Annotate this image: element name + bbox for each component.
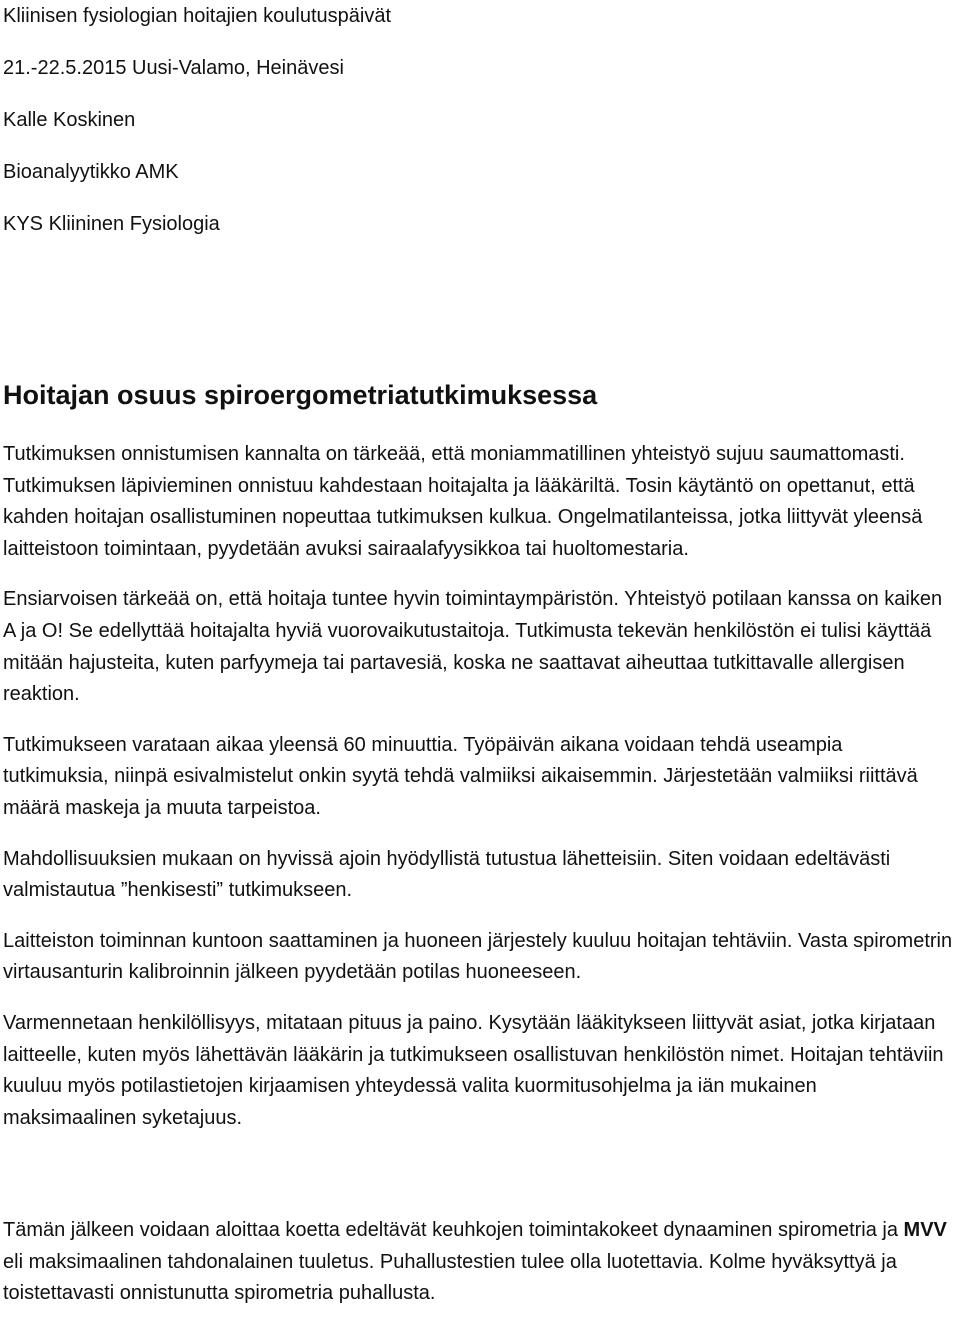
paragraph-patient-info: Varmennetaan henkilöllisyys, mitataan pituus ja paino. Kysytään lääkitykseen liittyvät asiat, jotka kirjataan laitteelle, kuten myös lähettävän lääkärin ja tutkimukseen osallistuvan henkilöstön nimet. Hoitajan tehtäviin kuuluu myös potilastietojen kirjaamisen yhteydessä valita kuormitusohjelma ja iän mukainen maksimaalinen syketajuus. [3,1011,944,1129]
document-page [3,0,953,1305]
document-title: Hoitajan osuus spiroergometriatutkimuksessa [3,380,598,410]
paragraph-collaboration: Tutkimuksen onnistumisen kannalta on tärkeää, että moniammatillinen yhteistyö sujuu saumattomasti. Tutkimuksen läpivieminen onnistuu kahdestaan hoitajalta ja lääkäriltä. Tosin käytäntö on opettanut, että kahden hoitajan osallistuminen nopeuttaa tutkimuksen kulkua. Ongelmatilanteissa, jotka liittyvät yleensä laitteistoon toimintaan, pyydetään avuksi sairaalafyysikkoa tai huoltomestaria. [3,443,923,560]
event-date-location: 21.-22.5.2015 Uusi-Valamo, Heinävesi [3,57,344,79]
author-title: Bioanalyytikko AMK [3,161,179,183]
paragraph-spirometry-before: Tämän jälkeen voidaan aloittaa koetta edeltävät keuhkojen toimintakokeet dynaaminen spirometria ja [3,1219,904,1242]
author-name: Kalle Koskinen [3,109,136,131]
paragraph-referrals: Mahdollisuuksien mukaan on hyvissä ajoin hyödyllistä tutustua lähetteisiin. Siten voidaan edeltävästi valmistautua ”henkisesti” tutkimukseen. [3,847,891,902]
document-body [3,439,953,1329]
paragraph-equipment: Laitteiston toiminnan kuntoon saattaminen ja huoneen järjestely kuuluu hoitajan tehtäviin. Vasta spirometrin virtausanturin kalibroinnin jälkeen pyydetään potilas huoneeseen. [3,929,953,984]
header-block [3,0,953,250]
paragraph-spirometry-after: eli maksimaalinen tahdonalainen tuuletus. Puhallustestien tulee olla luotettavia. Kolme hyväksyttyä ja toistettavasti onnistunutta spirometria puhallusta. [3,1250,897,1305]
author-organization: KYS Kliininen Fysiologia [3,213,220,235]
section-gap [3,1153,953,1215]
event-name: Kliinisen fysiologian hoitajien koulutuspäivät [3,5,392,27]
paragraph-environment: Ensiarvoisen tärkeää on, että hoitaja tuntee hyvin toimintaympäristön. Yhteistyö potilaan kanssa on kaiken A ja O! Se edellyttää hoitajalta hyviä vuorovaikutustaitoja. Tutkimusta tekevän henkilöstön ei tulisi käyttää mitään hajusteita, kuten parfyymeja tai partavesiä, koska ne saattavat aiheuttaa tutkittavalle allergisen reaktion. [3,588,943,706]
paragraph-spirometry [3,1215,953,1310]
paragraph-scheduling: Tutkimukseen varataan aikaa yleensä 60 minuuttia. Työpäivän aikana voidaan tehdä useampia tutkimuksia, niinpä esivalmistelut onkin syytä tehdä valmiiksi aikaisemmin. Järjestetään valmiiksi riittävä määrä maskeja ja muuta tarpeistoa. [3,733,918,819]
mvv-term: MVV [903,1219,947,1242]
